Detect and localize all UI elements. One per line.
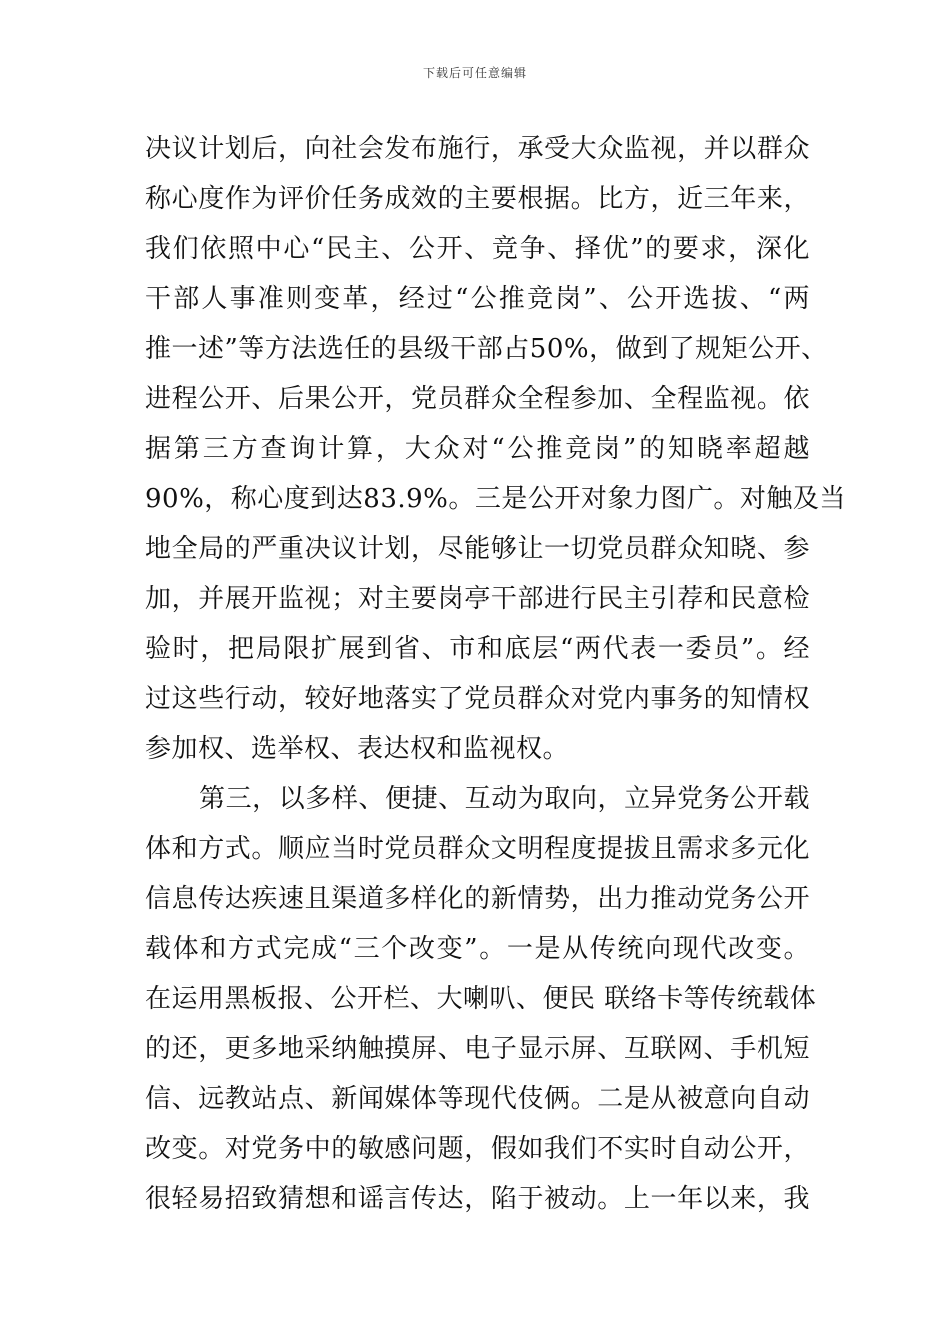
text-line: 地全局的严重决议计划，尽能够让一切党员群众知晓、参 xyxy=(145,534,810,564)
text-line: 我们依照中心“民主、公开、竞争、择优”的要求，深化 xyxy=(145,234,810,264)
text-line: 进程公开、后果公开，党员群众全程参加、全程监视。依 xyxy=(145,384,810,414)
text-line: 体和方式。顺应当时党员群众文明程度提拔且需求多元化 xyxy=(145,834,810,864)
text-line: 过这些行动，较好地落实了党员群众对党内事务的知情权 xyxy=(145,684,810,714)
text-line: 验时，把局限扩展到省、市和底层“两代表一委员”。经 xyxy=(145,634,810,664)
text-line: 信息传达疾速且渠道多样化的新情势，出力推动党务公开 xyxy=(145,884,810,914)
document-body xyxy=(145,124,846,1224)
page-header: 下载后可任意编辑 xyxy=(422,66,527,80)
text-line: 很轻易招致猜想和谣言传达，陷于被动。上一年以来，我 xyxy=(145,1184,810,1214)
text-line: 加，并展开监视；对主要岗亭干部进行民主引荐和民意检 xyxy=(145,584,810,614)
text-line: 的还，更多地采纳触摸屏、电子显示屏、互联网、手机短 xyxy=(145,1034,810,1064)
text-line: 改变。对党务中的敏感问题，假如我们不实时自动公开， xyxy=(145,1134,810,1164)
text-line: 信、远教站点、新闻媒体等现代伎俩。二是从被意向自动 xyxy=(145,1084,810,1114)
text-line: 称心度作为评价任务成效的主要根据。比方，近三年来， xyxy=(145,184,810,214)
text-line: 参加权、选举权、表达权和监视权。 xyxy=(145,734,570,764)
text-line: 据第三方查询计算，大众对“公推竞岗”的知晓率超越 xyxy=(145,434,810,464)
text-line: 在运用黑板报、公开栏、大喇叭、便民 联络卡等传统载体 xyxy=(145,984,817,1014)
text-line: 干部人事准则变革，经过“公推竞岗”、公开选拔、“两 xyxy=(145,284,810,314)
text-line: 推一述”等方法选任的县级干部占50%，做到了规矩公开、 xyxy=(145,334,828,364)
text-line: 决议计划后，向社会发布施行，承受大众监视，并以群众 xyxy=(145,134,810,164)
text-line: 90%，称心度到达83.9%。三是公开对象力图广。对触及当 xyxy=(145,484,846,514)
text-line: 载体和方式完成“三个改变”。一是从传统向现代改变。 xyxy=(145,934,810,964)
paragraph-start-line: 第三，以多样、便捷、互动为取向，立异党务公开载 xyxy=(199,784,810,814)
